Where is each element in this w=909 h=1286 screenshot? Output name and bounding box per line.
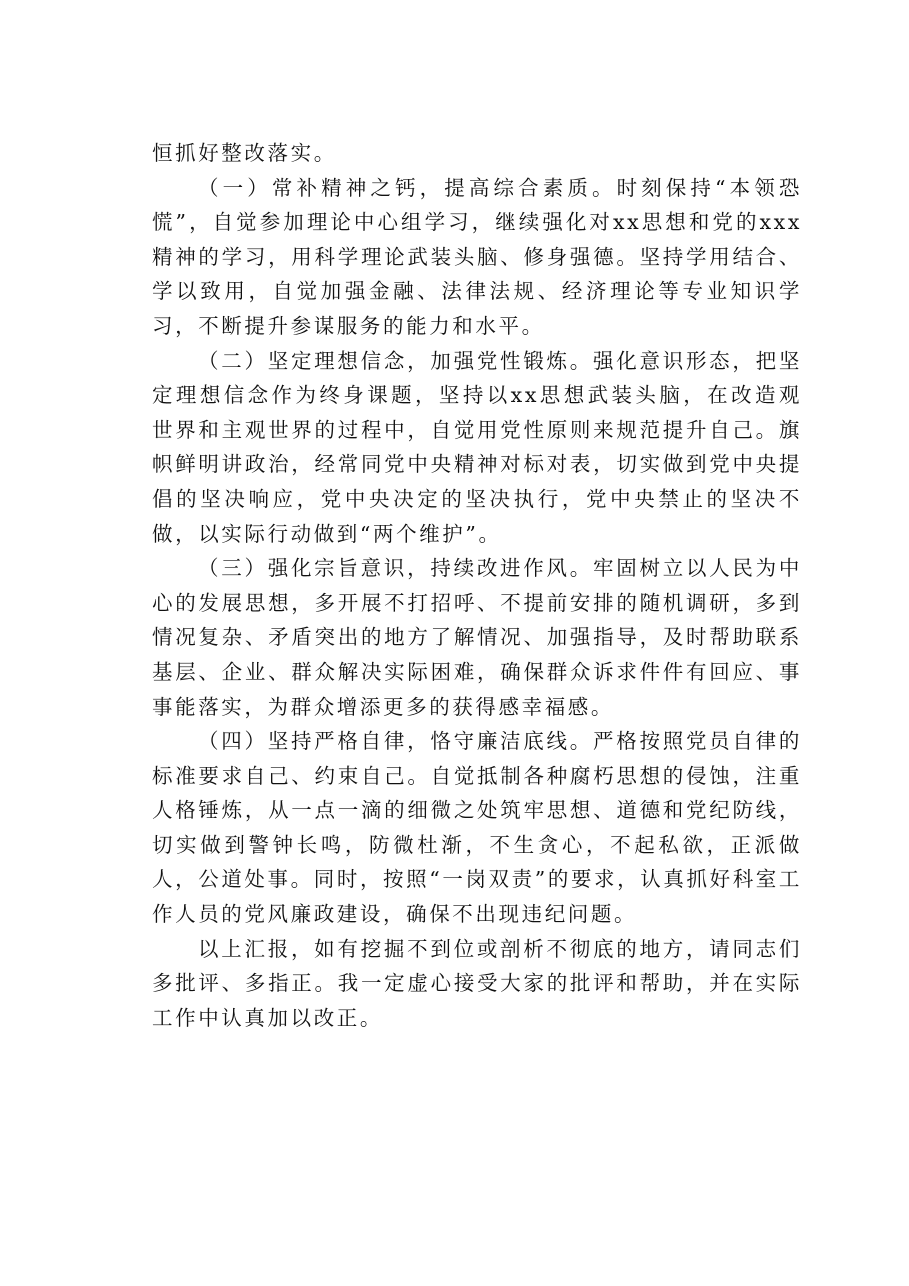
paragraph-section-2: （二）坚定理想信念，加强党性锻炼。强化意识形态，把坚定理想信念作为终身课题，坚持以xx思想武装头脑，在改造观世界和主观世界的过程中，自觉用党性原则来规范提升自己。旗帜鲜明讲政治，经常同党中央精神对标对表，切实做到党中央提倡的坚决响应，党中央决定的坚决执行，党中央禁止的坚决不做，以实际行动做到“两个维护”。 — [152, 348, 802, 546]
paragraph-section-4: （四）坚持严格自律，恪守廉洁底线。严格按照党员自律的标准要求自己、约束自己。自觉抵制各种腐朽思想的侵蚀，注重人格锤炼，从一点一滴的细微之处筑牢思想、道德和党纪防线，切实做到警钟长鸣，防微杜渐，不生贪心，不起私欲，正派做人，公道处事。同时，按照“一岗双责”的要求，认真抓好科室工作人员的党风廉政建设，确保不出现违纪问题。 — [152, 729, 802, 927]
document-body — [152, 136, 802, 1035]
paragraph-closing: 以上汇报，如有挖掘不到位或剖析不彻底的地方，请同志们多批评、多指正。我一定虚心接受大家的批评和帮助，并在实际工作中认真加以改正。 — [152, 936, 802, 1030]
paragraph-section-1: （一）常补精神之钙，提高综合素质。时刻保持“本领恐慌”，自觉参加理论中心组学习，继续强化对xx思想和党的xxx精神的学习，用科学理论武装头脑、修身强德。坚持学用结合、学以致用，自觉加强金融、法律法规、经济理论等专业知识学习，不断提升参谋服务的能力和水平。 — [152, 175, 802, 338]
paragraph-section-3: （三）强化宗旨意识，持续改进作风。牢固树立以人民为中心的发展思想，多开展不打招呼、不提前安排的随机调研，多到情况复杂、矛盾突出的地方了解情况、加强指导，及时帮助联系基层、企业、群众解决实际困难，确保群众诉求件件有回应、事事能落实，为群众增添更多的获得感幸福感。 — [152, 556, 802, 719]
paragraph-continuation: 恒抓好整改落实。 — [152, 141, 337, 165]
